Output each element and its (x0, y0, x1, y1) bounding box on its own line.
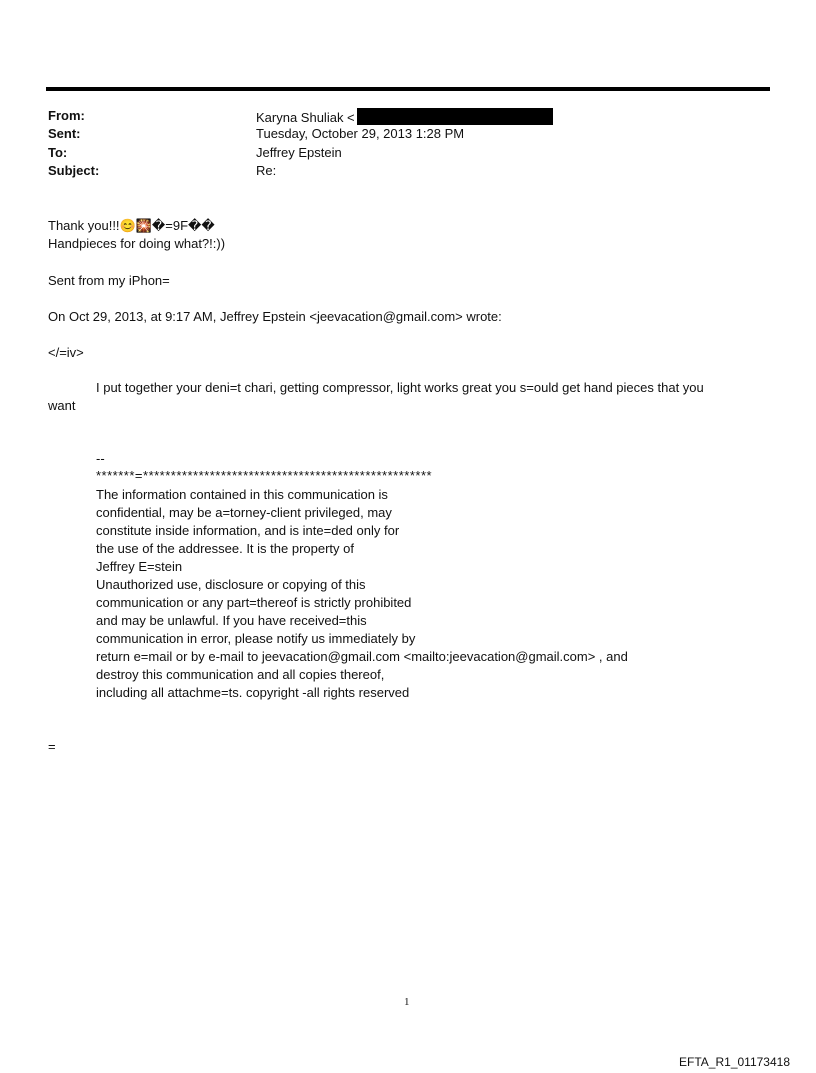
document-id: EFTA_R1_01173418 (679, 1055, 790, 1069)
body-line-5: </=iv> (48, 345, 84, 360)
body-line-3: Sent from my iPhon= (48, 273, 170, 288)
disclaimer-sep-1: -- (96, 451, 105, 466)
disclaimer-line: The information contained in this communication is (96, 487, 388, 502)
sent-label: Sent: (48, 126, 81, 141)
from-value (256, 108, 553, 125)
disclaimer-line: return e=mail or by e-mail to jeevacation@gmail.com <mailto:jeevacation@gmail.com> , and (96, 649, 628, 664)
to-value: Jeffrey Epstein (256, 145, 342, 160)
body-line-2: Handpieces for doing what?!:)) (48, 236, 226, 251)
disclaimer-line: confidential, may be a=torney-client privileged, may (96, 505, 392, 520)
disclaimer-line: destroy this communication and all copies thereof, (96, 667, 385, 682)
trailing-equals: = (48, 739, 56, 754)
quote-line-2: want (48, 398, 76, 413)
sent-value: Tuesday, October 29, 2013 1:28 PM (256, 126, 465, 141)
subject-value: Re: (256, 163, 277, 178)
header-rule (46, 87, 770, 91)
disclaimer-line: communication or any part=thereof is strictly prohibited (96, 595, 412, 610)
disclaimer-line: and may be unlawful. If you have received=this (96, 613, 367, 628)
to-label: To: (48, 145, 68, 160)
subject-label: Subject: (48, 163, 100, 178)
quote-line-1: I put together your deni=t chari, getting compressor, light works great you s=ould get hand pieces that you (96, 380, 704, 395)
disclaimer-line: constitute inside information, and is inte=ded only for (96, 523, 400, 538)
disclaimer-line: communication in error, please notify us immediately by (96, 631, 416, 646)
disclaimer-sep-2: *******=**************************************************** (96, 468, 433, 483)
disclaimer-line: the use of the addressee. It is the property of (96, 541, 354, 556)
disclaimer-line: including all attachme=ts. copyright -all rights reserved (96, 685, 410, 700)
body-line-4: On Oct 29, 2013, at 9:17 AM, Jeffrey Epstein <jeevacation@gmail.com> wrote: (48, 309, 502, 324)
redaction-box (357, 108, 553, 125)
body-line-1: Thank you!!!😊🎇�=9F�� (48, 218, 215, 233)
from-text: Karyna Shuliak < (256, 110, 355, 125)
disclaimer-line: Unauthorized use, disclosure or copying of this (96, 577, 366, 592)
disclaimer-line: Jeffrey E=stein (96, 559, 183, 574)
from-label: From: (48, 108, 85, 123)
page-number: 1 (404, 996, 410, 1008)
